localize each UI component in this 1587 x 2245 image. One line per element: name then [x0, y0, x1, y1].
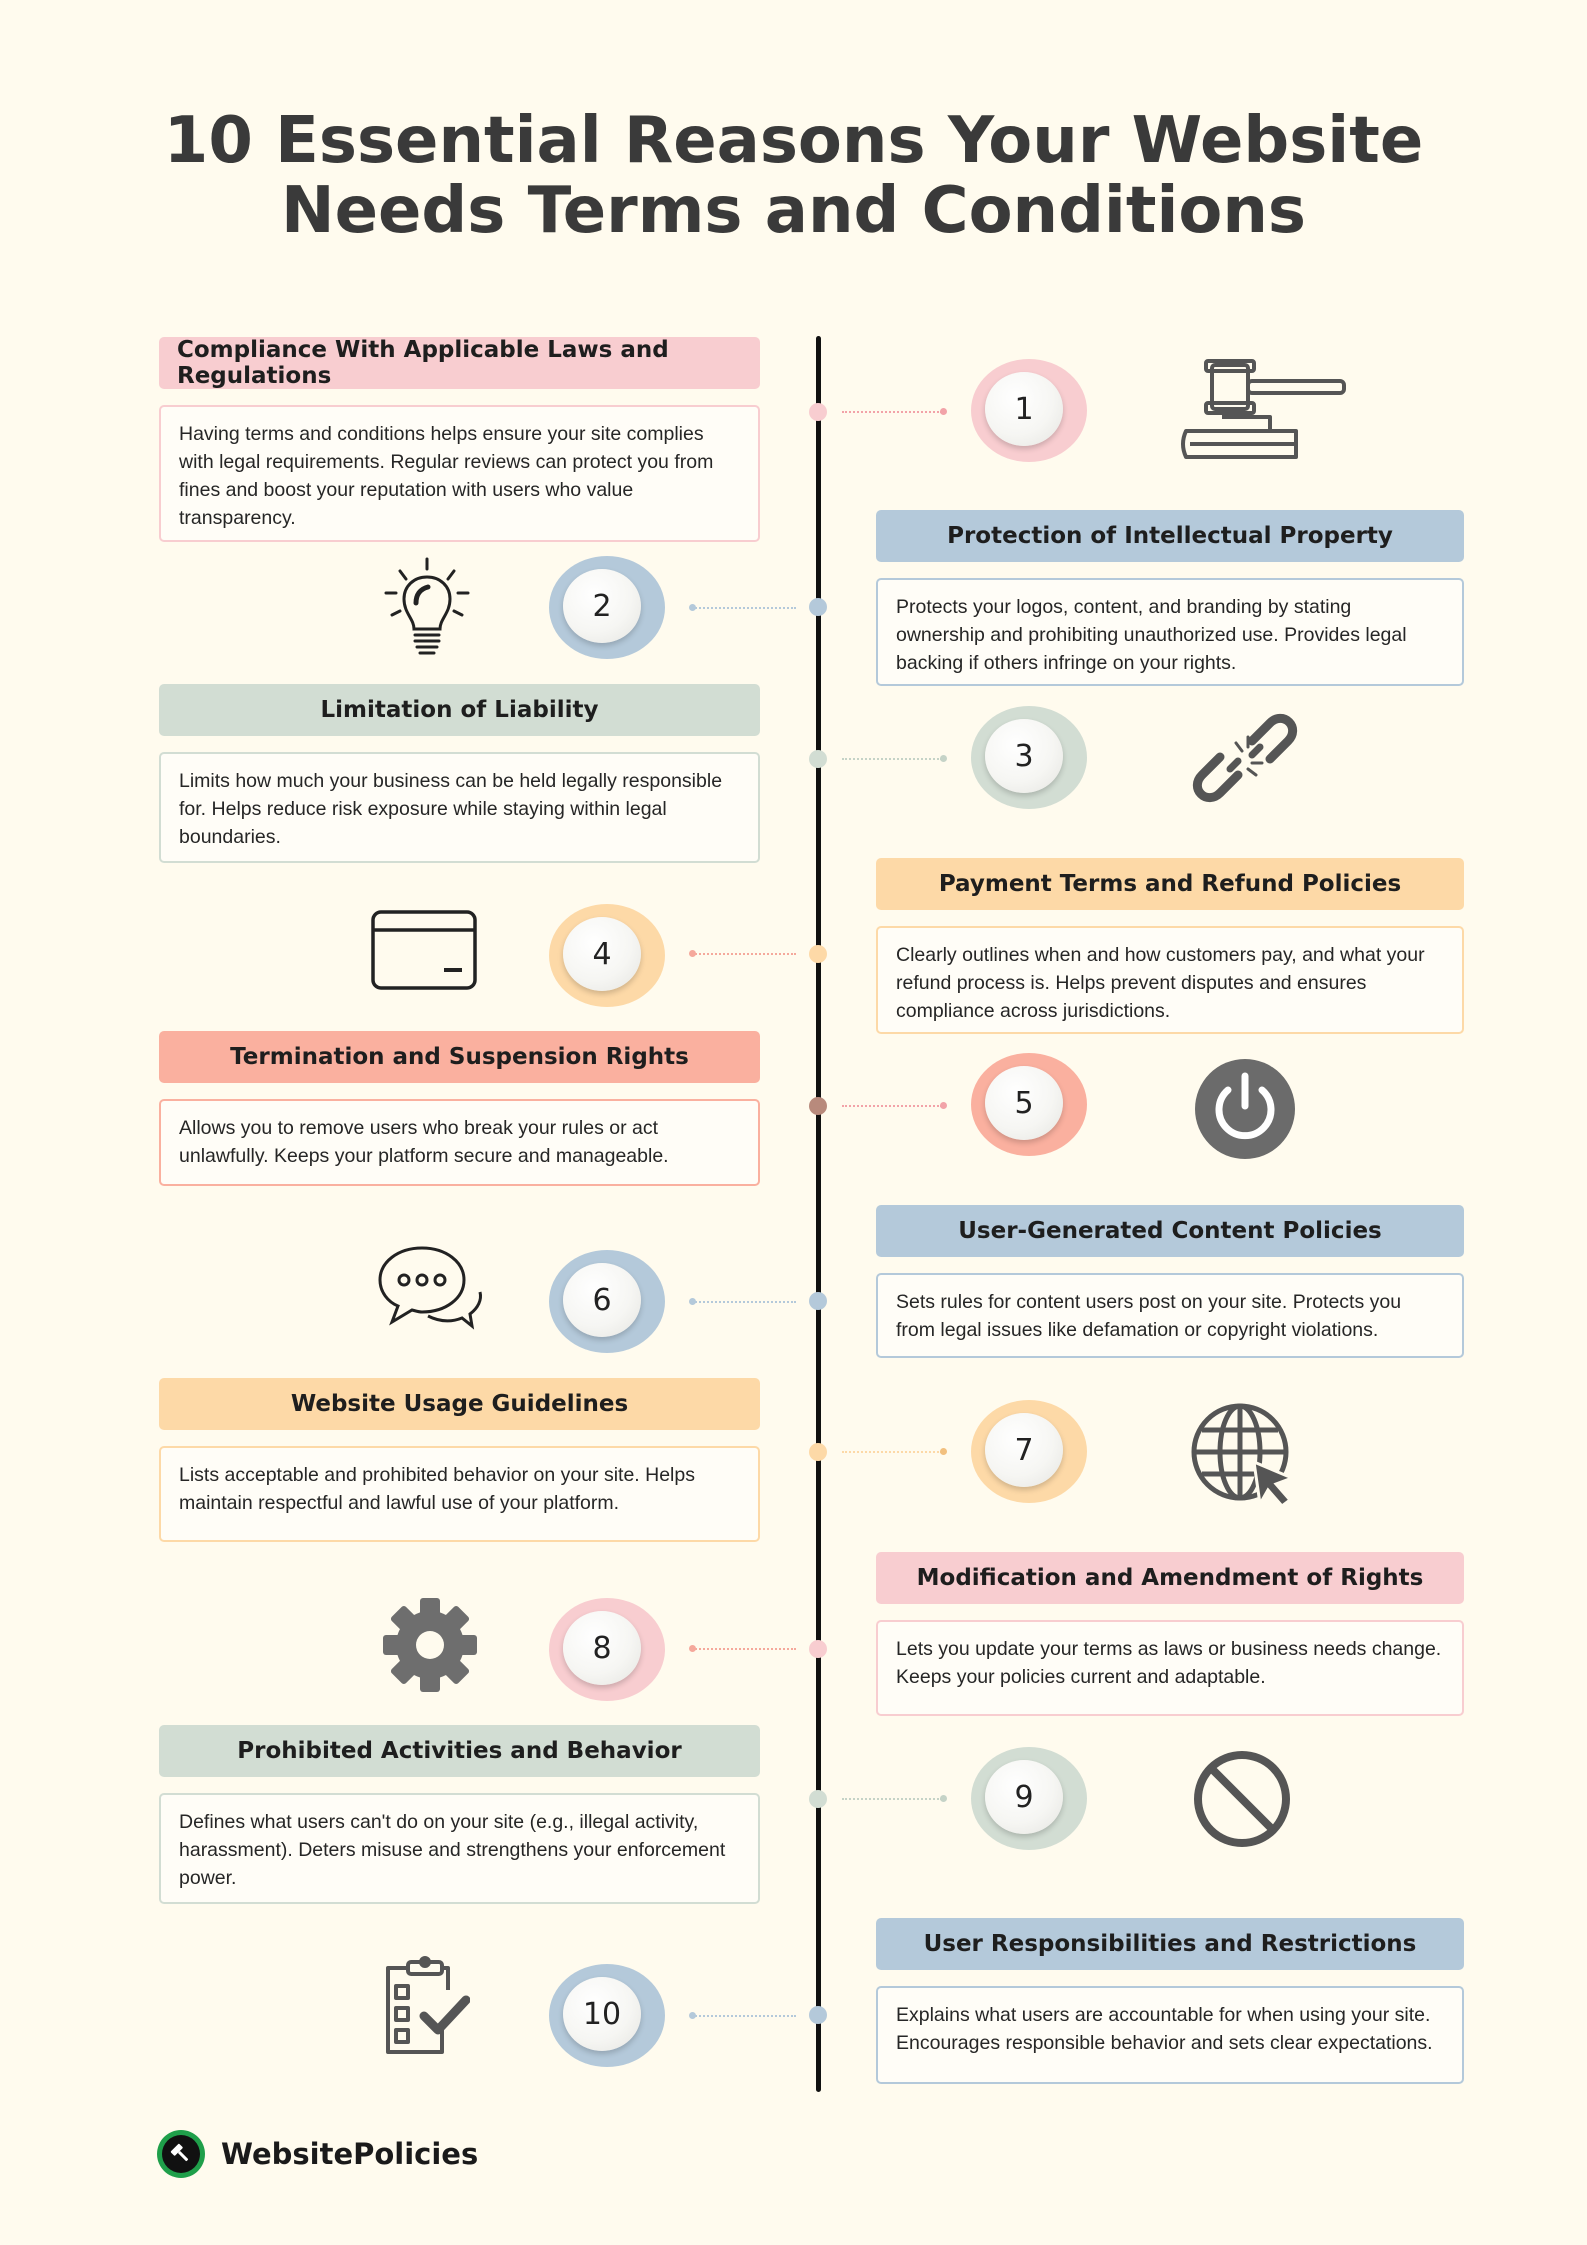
- gear-icon: [375, 1590, 485, 1700]
- timeline-dot-3: [809, 750, 827, 768]
- connector-end-6: [689, 1298, 696, 1305]
- connector-8: [692, 1648, 796, 1650]
- heading-5: Termination and Suspension Rights: [159, 1031, 760, 1083]
- globe-cursor-icon: [1188, 1400, 1298, 1510]
- heading-7: Website Usage Guidelines: [159, 1378, 760, 1430]
- timeline-dot-9: [809, 1790, 827, 1808]
- heading-1: Compliance With Applicable Laws and Regulations: [159, 337, 760, 389]
- timeline-dot-5: [809, 1097, 827, 1115]
- title-line-1: 10 Essential Reasons Your Website: [163, 104, 1424, 178]
- timeline-dot-7: [809, 1443, 827, 1461]
- brand-name: WebsitePolicies: [221, 2137, 479, 2171]
- broken-link-icon: [1190, 703, 1300, 813]
- heading-8: Modification and Amendment of Rights: [876, 1552, 1464, 1604]
- chat-bubbles-icon: [374, 1240, 484, 1350]
- checklist-icon: [380, 1956, 470, 2056]
- connector-3: [842, 758, 942, 760]
- connector-end-2: [689, 604, 696, 611]
- connector-2: [692, 607, 796, 609]
- timeline-dot-1: [809, 403, 827, 421]
- number-badge-2: 2: [549, 556, 665, 659]
- connector-end-3: [940, 755, 947, 762]
- gavel-icon: [1178, 355, 1358, 465]
- connector-5: [842, 1105, 942, 1107]
- timeline-dot-10: [809, 2006, 827, 2024]
- brand-logo: [157, 2130, 478, 2178]
- number-badge-3: 3: [971, 706, 1087, 809]
- timeline-dot-8: [809, 1640, 827, 1658]
- connector-end-4: [689, 950, 696, 957]
- number-badge-10: 10: [549, 1964, 665, 2067]
- connector-end-1: [940, 408, 947, 415]
- number-badge-8: 8: [549, 1598, 665, 1701]
- description-5: Allows you to remove users who break your rules or act unlawfully. Keeps your platform secure and manageable.: [159, 1099, 760, 1186]
- heading-9: Prohibited Activities and Behavior: [159, 1725, 760, 1777]
- connector-9: [842, 1798, 942, 1800]
- number-badge-9: 9: [971, 1747, 1087, 1850]
- heading-4: Payment Terms and Refund Policies: [876, 858, 1464, 910]
- timeline-dot-4: [809, 945, 827, 963]
- timeline-dot-6: [809, 1292, 827, 1310]
- number-badge-5: 5: [971, 1053, 1087, 1156]
- prohibited-icon: [1189, 1746, 1295, 1852]
- connector-6: [692, 1301, 796, 1303]
- description-3: Limits how much your business can be held legally responsible for. Helps reduce risk exposure while staying within legal boundaries.: [159, 752, 760, 863]
- gavel-logo-icon: [157, 2130, 205, 2178]
- lightbulb-icon: [372, 553, 482, 663]
- description-9: Defines what users can't do on your site (e.g., illegal activity, harassment). Deters misuse and strengthens your enforcement power.: [159, 1793, 760, 1904]
- connector-end-10: [689, 2012, 696, 2019]
- heading-10: User Responsibilities and Restrictions: [876, 1918, 1464, 1970]
- connector-end-9: [940, 1795, 947, 1802]
- number-badge-1: 1: [971, 359, 1087, 462]
- description-8: Lets you update your terms as laws or business needs change. Keeps your policies current and adaptable.: [876, 1620, 1464, 1716]
- description-1: Having terms and conditions helps ensure your site complies with legal requirements. Regular reviews can protect you from fines and boost your reputation with users who value transparency.: [159, 405, 760, 542]
- number-badge-7: 7: [971, 1400, 1087, 1503]
- description-10: Explains what users are accountable for when using your site. Encourages responsible behavior and sets clear expectations.: [876, 1986, 1464, 2084]
- connector-7: [842, 1451, 942, 1453]
- connector-10: [692, 2015, 796, 2017]
- heading-2: Protection of Intellectual Property: [876, 510, 1464, 562]
- description-4: Clearly outlines when and how customers pay, and what your refund process is. Helps prevent disputes and ensures compliance across jurisdictions.: [876, 926, 1464, 1034]
- heading-3: Limitation of Liability: [159, 684, 760, 736]
- timeline-dot-2: [809, 598, 827, 616]
- credit-card-icon: [368, 906, 480, 994]
- connector-4: [692, 953, 796, 955]
- description-7: Lists acceptable and prohibited behavior on your site. Helps maintain respectful and lawful use of your platform.: [159, 1446, 760, 1542]
- connector-1: [842, 411, 942, 413]
- heading-6: User-Generated Content Policies: [876, 1205, 1464, 1257]
- power-icon: [1192, 1056, 1298, 1162]
- connector-end-5: [940, 1102, 947, 1109]
- description-6: Sets rules for content users post on your site. Protects you from legal issues like defamation or copyright violations.: [876, 1273, 1464, 1358]
- connector-end-8: [689, 1645, 696, 1652]
- page-title: [0, 106, 1587, 246]
- number-badge-6: 6: [549, 1250, 665, 1353]
- connector-end-7: [940, 1448, 947, 1455]
- number-badge-4: 4: [549, 904, 665, 1007]
- title-line-2: Needs Terms and Conditions: [281, 174, 1306, 248]
- description-2: Protects your logos, content, and branding by stating ownership and prohibiting unauthorized use. Provides legal backing if others infringe on your rights.: [876, 578, 1464, 686]
